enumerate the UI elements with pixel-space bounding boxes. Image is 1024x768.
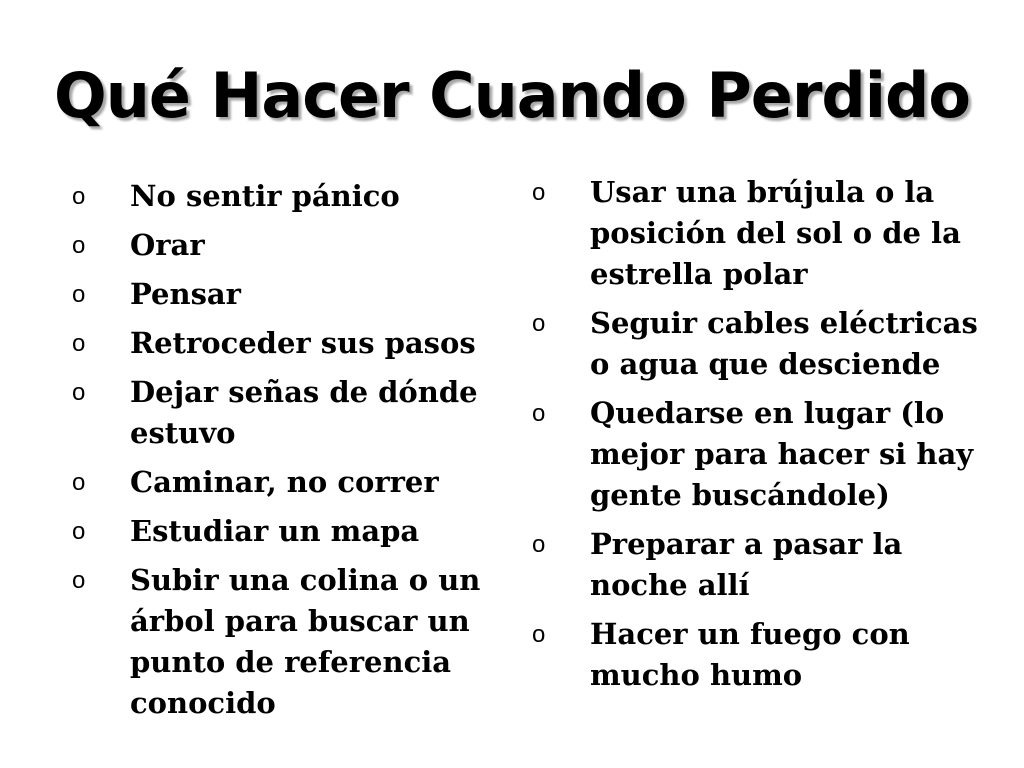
- list-item-text: Hacer un fuego con mucho humo: [590, 617, 910, 692]
- list-item-text: Caminar, no correr: [130, 465, 439, 499]
- list-item: [72, 560, 482, 724]
- slide-title: Qué Hacer Cuando Perdido: [53, 59, 971, 132]
- list-item: [532, 524, 992, 606]
- list-item-text: Preparar a pasar la noche allí: [590, 527, 903, 602]
- bullet-icon: o: [72, 330, 86, 357]
- list-item-text: Orar: [130, 228, 205, 262]
- list-item: [72, 176, 482, 217]
- bullet-icon: o: [72, 518, 86, 545]
- list-item-text: Retroceder sus pasos: [130, 326, 476, 360]
- bullet-icon: o: [72, 469, 86, 496]
- bullet-icon: o: [72, 183, 86, 210]
- list-item-text: No sentir pánico: [130, 179, 400, 213]
- list-item-text: Quedarse en lugar (lo mejor para hacer si hay gente buscándole): [590, 396, 974, 512]
- list-item-text: Usar una brújula o la posición del sol o de la estrella polar: [590, 175, 961, 291]
- list-item: [72, 462, 482, 503]
- list-item: [72, 323, 482, 364]
- right-bullet-list: [532, 172, 992, 704]
- list-item-text: Subir una colina o un árbol para buscar un punto de referencia conocido: [130, 563, 481, 720]
- bullet-icon: o: [72, 567, 86, 594]
- bullet-icon: o: [532, 400, 546, 427]
- list-item: [72, 225, 482, 266]
- bullet-icon: o: [532, 179, 546, 206]
- list-item: [532, 172, 992, 295]
- bullet-icon: o: [72, 281, 86, 308]
- bullet-icon: o: [72, 379, 86, 406]
- list-item-text: Dejar señas de dónde estuvo: [130, 375, 478, 450]
- list-item-text: Seguir cables eléctricas o agua que desciende: [590, 306, 978, 381]
- list-item-text: Estudiar un mapa: [130, 514, 420, 548]
- list-item-text: Pensar: [130, 277, 241, 311]
- bullet-icon: o: [72, 232, 86, 259]
- bullet-icon: o: [532, 621, 546, 648]
- bullet-icon: o: [532, 310, 546, 337]
- list-item: [72, 274, 482, 315]
- list-item: [72, 511, 482, 552]
- list-item: [532, 303, 992, 385]
- list-item: [532, 393, 992, 516]
- list-item: [72, 372, 482, 454]
- left-bullet-list: [72, 176, 482, 732]
- list-item: [532, 614, 992, 696]
- bullet-icon: o: [532, 531, 546, 558]
